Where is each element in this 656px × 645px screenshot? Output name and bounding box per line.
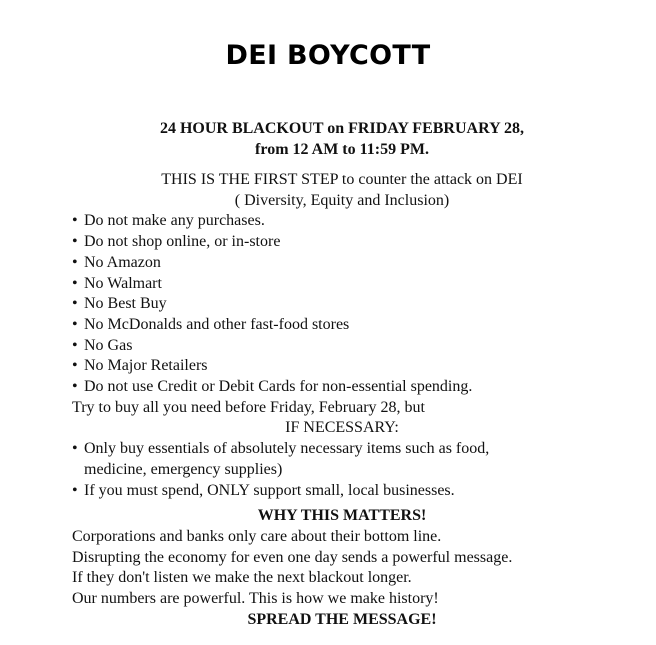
list-item: • No Gas <box>72 336 612 357</box>
why-line: Our numbers are powerful. This is how we make history! <box>72 590 439 608</box>
if-necessary-label: IF NECESSARY: <box>285 419 399 437</box>
notice-document <box>72 118 612 630</box>
list-item: • No Major Retailers <box>72 356 612 377</box>
list-item: • Do not make any purchases. <box>72 211 612 232</box>
why-line: Corporations and banks only care about their bottom line. <box>72 527 442 545</box>
list-item: • No McDonalds and other fast-food stores <box>72 315 612 336</box>
advice-text: Try to buy all you need before Friday, February 28, but <box>72 398 425 416</box>
rules-list <box>72 211 612 397</box>
why-line: Disrupting the economy for even one day sends a powerful message. <box>72 548 513 566</box>
closing-text: SPREAD THE MESSAGE! <box>247 610 437 628</box>
intro-line-1: THIS IS THE FIRST STEP to counter the attack on DEI <box>161 171 523 188</box>
headline-line-2: from 12 AM to 11:59 PM. <box>255 141 429 158</box>
why-heading: WHY THIS MATTERS! <box>257 507 427 525</box>
list-item: • No Amazon <box>72 253 612 274</box>
list-item: • Only buy essentials of absolutely necessary items such as food, medicine, emergency supplies) <box>72 439 542 480</box>
headline-line-1: 24 HOUR BLACKOUT on FRIDAY FEBRUARY 28, <box>159 120 525 137</box>
page-title: DEI BOYCOTT <box>225 40 431 71</box>
list-item: • Do not use Credit or Debit Cards for non-essential spending. <box>72 377 612 398</box>
necessary-rules-list <box>72 439 542 501</box>
list-item: • No Best Buy <box>72 294 612 315</box>
list-item: • If you must spend, ONLY support small, local businesses. <box>72 481 542 502</box>
why-line: If they don't listen we make the next blackout longer. <box>72 569 412 587</box>
list-item: • Do not shop online, or in-store <box>72 232 612 253</box>
intro-line-2: ( Diversity, Equity and Inclusion) <box>234 191 450 209</box>
list-item: • No Walmart <box>72 274 612 295</box>
spacer <box>72 160 612 170</box>
